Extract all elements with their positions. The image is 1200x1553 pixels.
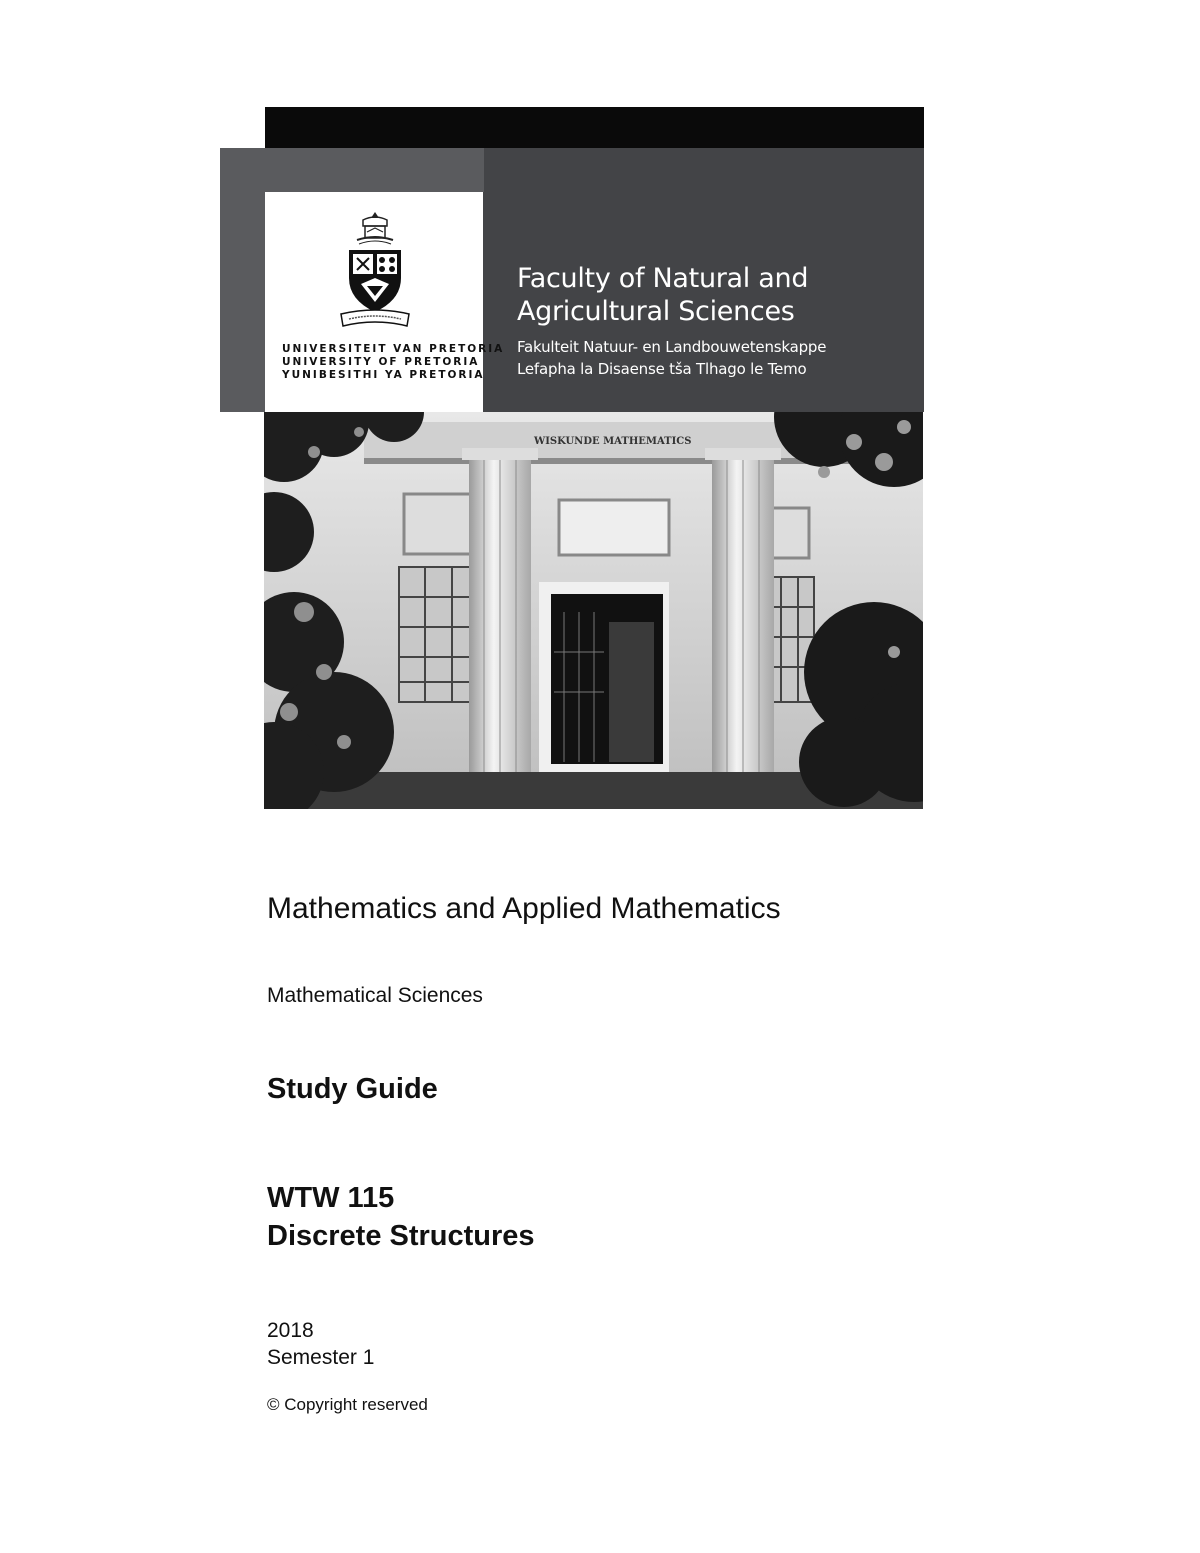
faculty-name-afrikaans: Fakulteit Natuur- en Landbouwetenskappe bbox=[517, 338, 827, 356]
copyright-notice: © Copyright reserved bbox=[267, 1395, 428, 1414]
university-crest-logo bbox=[335, 210, 415, 335]
mathematics-building-photo bbox=[264, 412, 923, 809]
faculty-title-block bbox=[517, 262, 917, 380]
header-accent-strip-top bbox=[220, 148, 484, 192]
faculty-name-line2: Agricultural Sciences bbox=[517, 296, 795, 327]
university-name-afrikaans: UNIVERSITEIT VAN PRETORIA bbox=[282, 343, 505, 355]
university-name-english: UNIVERSITY OF PRETORIA bbox=[282, 356, 480, 368]
course-name: Discrete Structures bbox=[267, 1220, 535, 1252]
document-type: Study Guide bbox=[267, 1073, 438, 1105]
school-name: Mathematical Sciences bbox=[267, 984, 483, 1007]
year: 2018 bbox=[267, 1319, 314, 1342]
university-name-sepedi: YUNIBESITHI YA PRETORIA bbox=[282, 369, 485, 381]
faculty-name-line1: Faculty of Natural and bbox=[517, 263, 809, 294]
semester: Semester 1 bbox=[267, 1346, 375, 1369]
faculty-name-sepedi: Lefapha la Disaense tša Tlhago le Temo bbox=[517, 360, 807, 378]
term-block bbox=[267, 1317, 374, 1371]
department-title: Mathematics and Applied Mathematics bbox=[267, 892, 781, 925]
course-code: WTW 115 bbox=[267, 1182, 395, 1214]
course-block bbox=[267, 1179, 535, 1255]
university-names bbox=[282, 343, 505, 382]
building-inscription: WISKUNDE MATHEMATICS bbox=[534, 436, 692, 447]
